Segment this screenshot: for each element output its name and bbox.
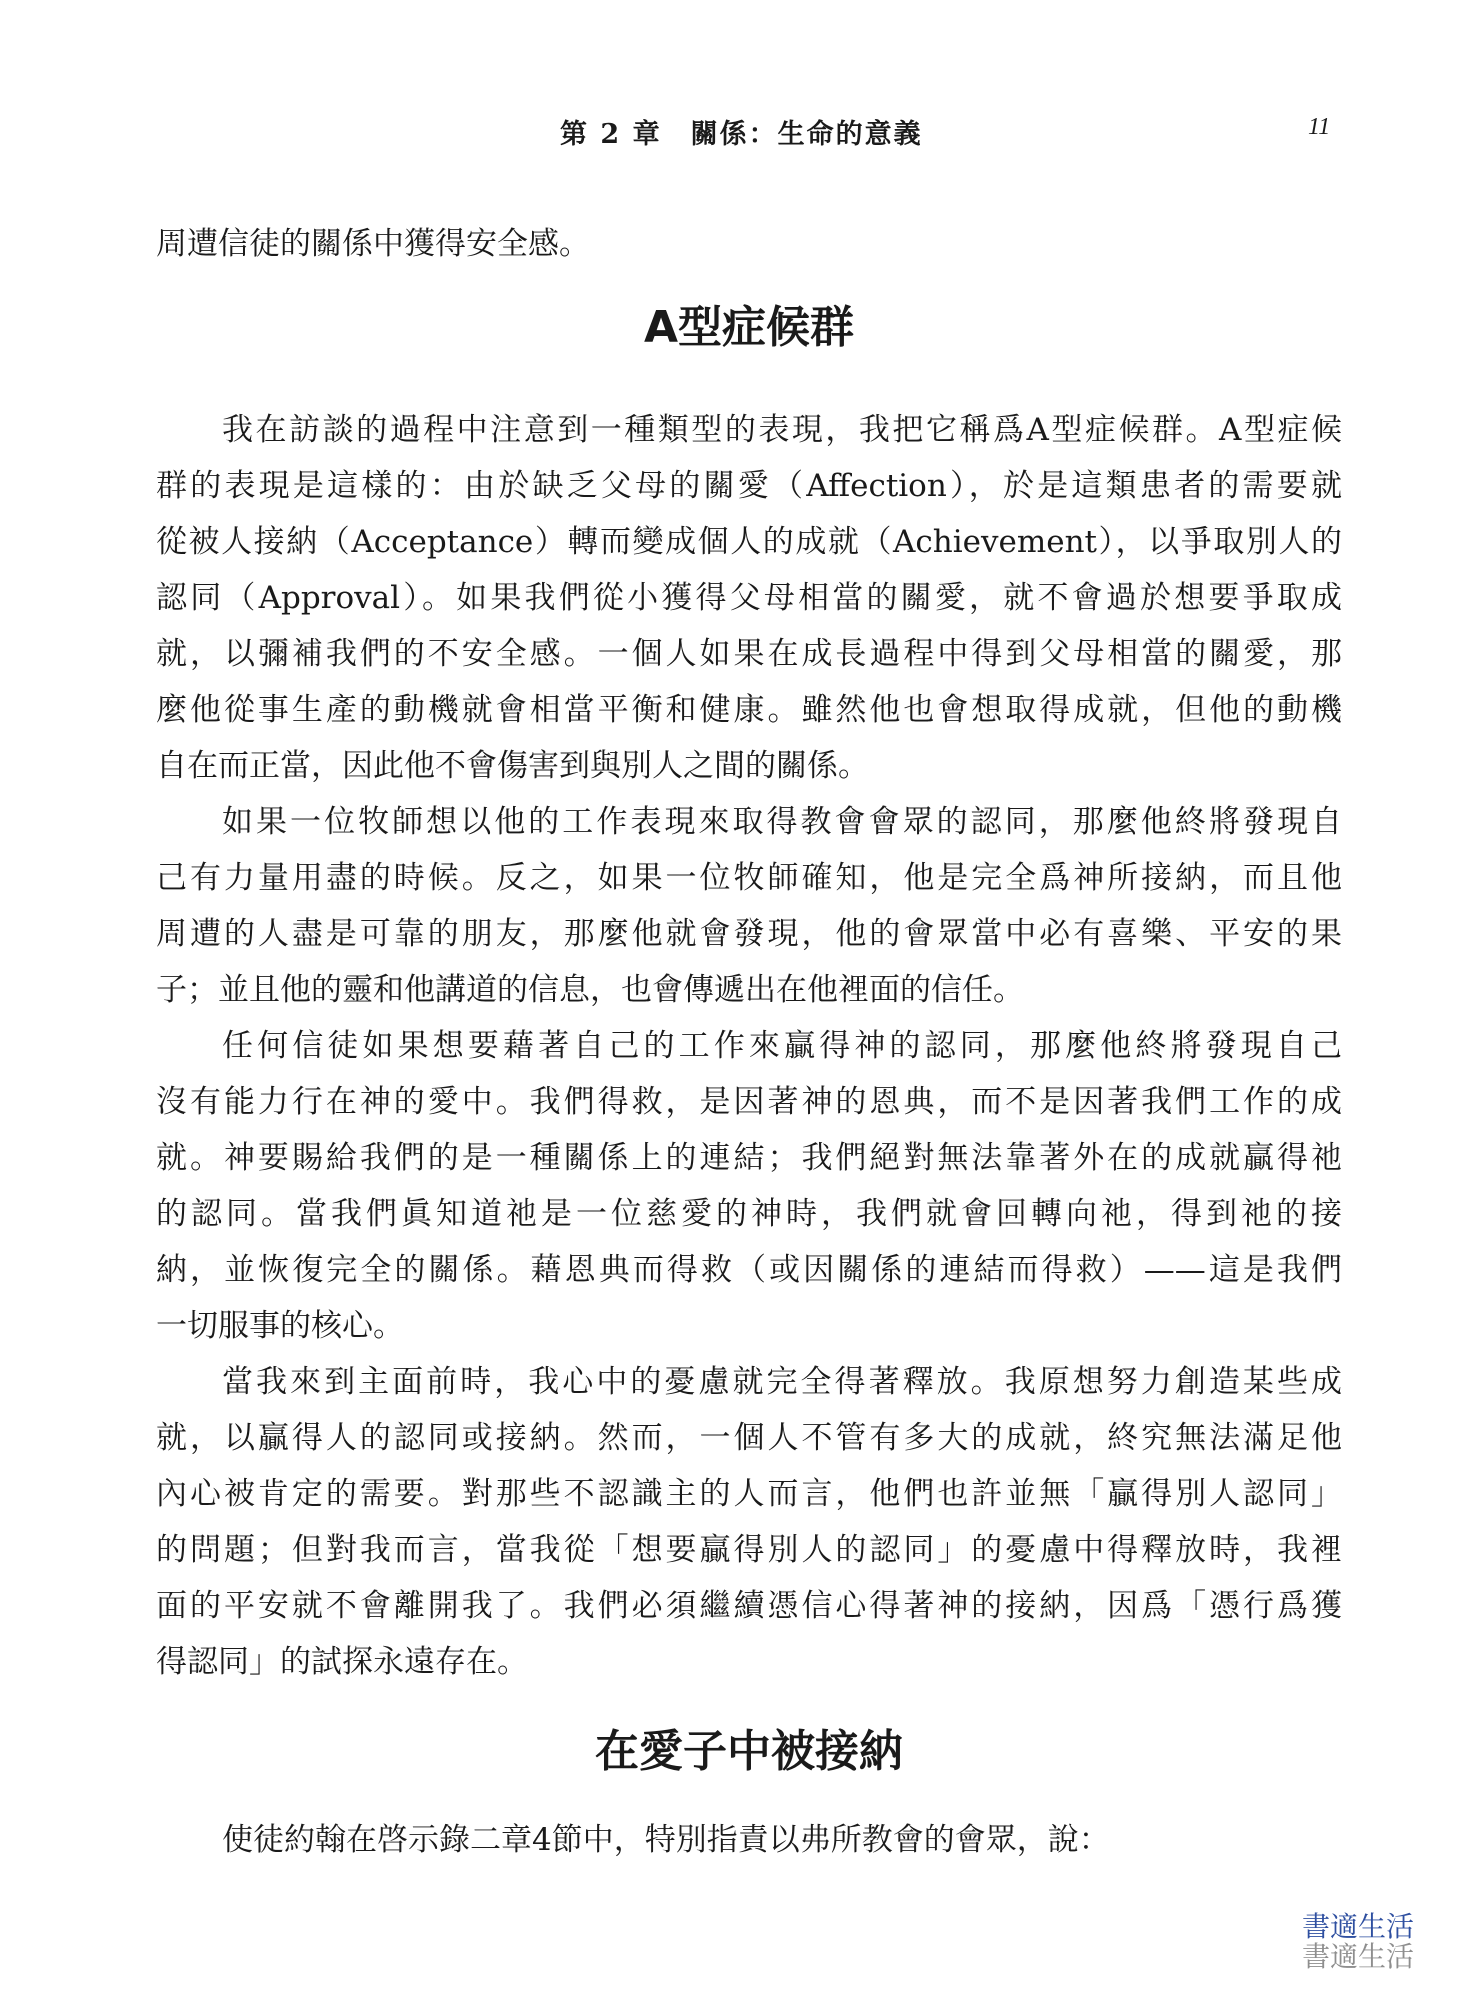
section-heading-accepted-in-beloved: 在愛子中被接納 xyxy=(595,1726,903,1777)
page-body xyxy=(156,216,1342,1868)
text-line: 周遭的人盡是可靠的朋友，那麼他就會發現，他的會眾當中必有喜樂、平安的果 xyxy=(156,916,1342,952)
text-line: 我在訪談的過程中注意到一種類型的表現，我把它稱爲A型症候群。A型症候 xyxy=(222,412,1342,448)
text-line: 認同（Approval）。如果我們從小獲得父母相當的關愛，就不會過於想要爭取成 xyxy=(156,580,1342,616)
section-heading-type-a-syndrome: A型症候群 xyxy=(643,302,855,353)
paragraph xyxy=(156,1018,1342,1354)
publisher-watermark xyxy=(1302,1912,1414,1972)
text-line: 面的平安就不會離開我了。我們必須繼續憑信心得著神的接納，因爲「憑行爲獲 xyxy=(156,1588,1342,1624)
text-line: 己有力量用盡的時候。反之，如果一位牧師確知，他是完全爲神所接納，而且他 xyxy=(156,860,1342,896)
text-line: 周遭信徒的關係中獲得安全感。 xyxy=(156,226,590,262)
text-line: 得認同」的試探永遠存在。 xyxy=(156,1644,528,1680)
page-number: 11 xyxy=(1308,114,1331,140)
watermark-line: 書適生活 xyxy=(1302,1910,1415,1943)
watermark-line: 書適生活 xyxy=(1302,1940,1415,1973)
text-line: 使徒約翰在啓示錄二章4節中，特別指責以弗所教會的會眾，說： xyxy=(222,1822,1110,1858)
paragraph xyxy=(156,794,1342,1018)
text-line: 的問題；但對我而言，當我從「想要贏得別人的認同」的憂慮中得釋放時，我裡 xyxy=(156,1532,1342,1568)
text-line: 就，以贏得人的認同或接納。然而，一個人不管有多大的成就，終究無法滿足他 xyxy=(156,1420,1342,1456)
text-line: 內心被肯定的需要。對那些不認識主的人而言，他們也許並無「贏得別人認同」 xyxy=(156,1476,1342,1512)
text-line: 就。神要賜給我們的是一種關係上的連結；我們絕對無法靠著外在的成就贏得祂 xyxy=(156,1140,1342,1176)
text-line: 沒有能力行在神的愛中。我們得救，是因著神的恩典，而不是因著我們工作的成 xyxy=(156,1084,1342,1120)
text-line: 群的表現是這樣的：由於缺乏父母的關愛（Affection），於是這類患者的需要就 xyxy=(156,468,1342,504)
text-line: 的認同。當我們眞知道祂是一位慈愛的神時，我們就會回轉向祂，得到祂的接 xyxy=(156,1196,1342,1232)
paragraph xyxy=(156,1354,1342,1690)
paragraph xyxy=(156,402,1342,794)
text-line: 子；並且他的靈和他講道的信息，也會傳遞出在他裡面的信任。 xyxy=(156,972,1024,1008)
text-line: 從被人接納（Acceptance）轉而變成個人的成就（Achievement），以爭取別人的 xyxy=(156,524,1342,560)
text-line: 納，並恢復完全的關係。藉恩典而得救（或因關係的連結而得救）——這是我們 xyxy=(156,1252,1342,1288)
chapter-title: 第 2 章 關係：生命的意義 xyxy=(560,119,923,150)
text-line: 如果一位牧師想以他的工作表現來取得教會會眾的認同，那麼他終將發現自 xyxy=(222,804,1342,840)
text-line: 當我來到主面前時，我心中的憂慮就完全得著釋放。我原想努力創造某些成 xyxy=(222,1364,1342,1400)
text-line: 任何信徒如果想要藉著自己的工作來贏得神的認同，那麼他終將發現自己 xyxy=(222,1028,1342,1064)
running-head xyxy=(0,112,1478,152)
text-line: 一切服事的核心。 xyxy=(156,1308,404,1344)
text-line: 麼他從事生產的動機就會相當平衡和健康。雖然他也會想取得成就，但他的動機 xyxy=(156,692,1342,728)
text-line: 自在而正當，因此他不會傷害到與別人之間的關係。 xyxy=(156,748,869,784)
continuation-paragraph xyxy=(156,216,1342,272)
text-line: 就，以彌補我們的不安全感。一個人如果在成長過程中得到父母相當的關愛，那 xyxy=(156,636,1342,672)
paragraph xyxy=(156,1812,1342,1868)
